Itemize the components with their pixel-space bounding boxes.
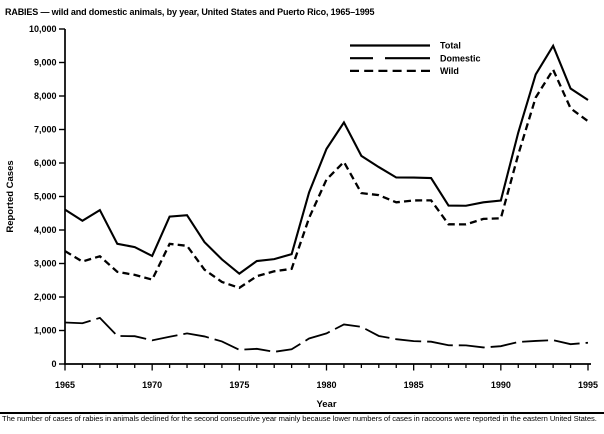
legend-label-wild: Wild [440, 66, 459, 77]
series-domestic-line [65, 318, 588, 352]
series-lines [65, 46, 588, 352]
y-tick-label: 5,000 [33, 191, 57, 202]
x-tick-label: 1975 [229, 380, 250, 390]
x-tick-label: 1990 [490, 380, 511, 390]
y-axis-title: Reported Cases [5, 160, 16, 233]
x-tick-label: 1980 [316, 380, 337, 390]
chart-title: RABIES — wild and domestic animals, by year, United States and Puerto Rico, 1965–1995 [5, 7, 375, 17]
y-tick-label: 1,000 [33, 325, 57, 336]
y-tick-label: 3,000 [33, 258, 57, 269]
legend-label-domestic: Domestic [440, 53, 481, 64]
x-tick-label: 1965 [54, 380, 76, 390]
series-wild-line [65, 70, 588, 288]
y-tick-label: 0 [51, 359, 57, 370]
y-tick-label: 2,000 [33, 292, 57, 303]
y-tick-label: 7,000 [33, 124, 57, 135]
x-tick-label: 1995 [577, 380, 599, 390]
x-tick-labels [55, 364, 598, 390]
y-tick-labels [29, 24, 65, 369]
x-tick-label: 1985 [403, 380, 424, 390]
y-tick-label: 8,000 [33, 91, 57, 102]
legend-item-domestic [350, 53, 481, 63]
footnote-text: The number of cases of rabies in animals declined for the second consecutive year mainly because lower numbers of cases in raccoons were reported in the eastern United States. [2, 414, 597, 423]
y-tick-label: 10,000 [28, 24, 57, 35]
x-tick-label: 1970 [142, 380, 163, 390]
axes [64, 29, 591, 365]
series-total-line [65, 46, 588, 274]
y-tick-label: 9,000 [33, 57, 57, 68]
legend-label-total: Total [440, 40, 461, 51]
y-tick-label: 4,000 [33, 225, 57, 236]
y-tick-label: 6,000 [33, 158, 57, 169]
legend-item-total [350, 41, 461, 51]
legend-item-wild [350, 66, 459, 76]
legend [350, 41, 481, 76]
x-axis-title: Year [316, 399, 337, 410]
